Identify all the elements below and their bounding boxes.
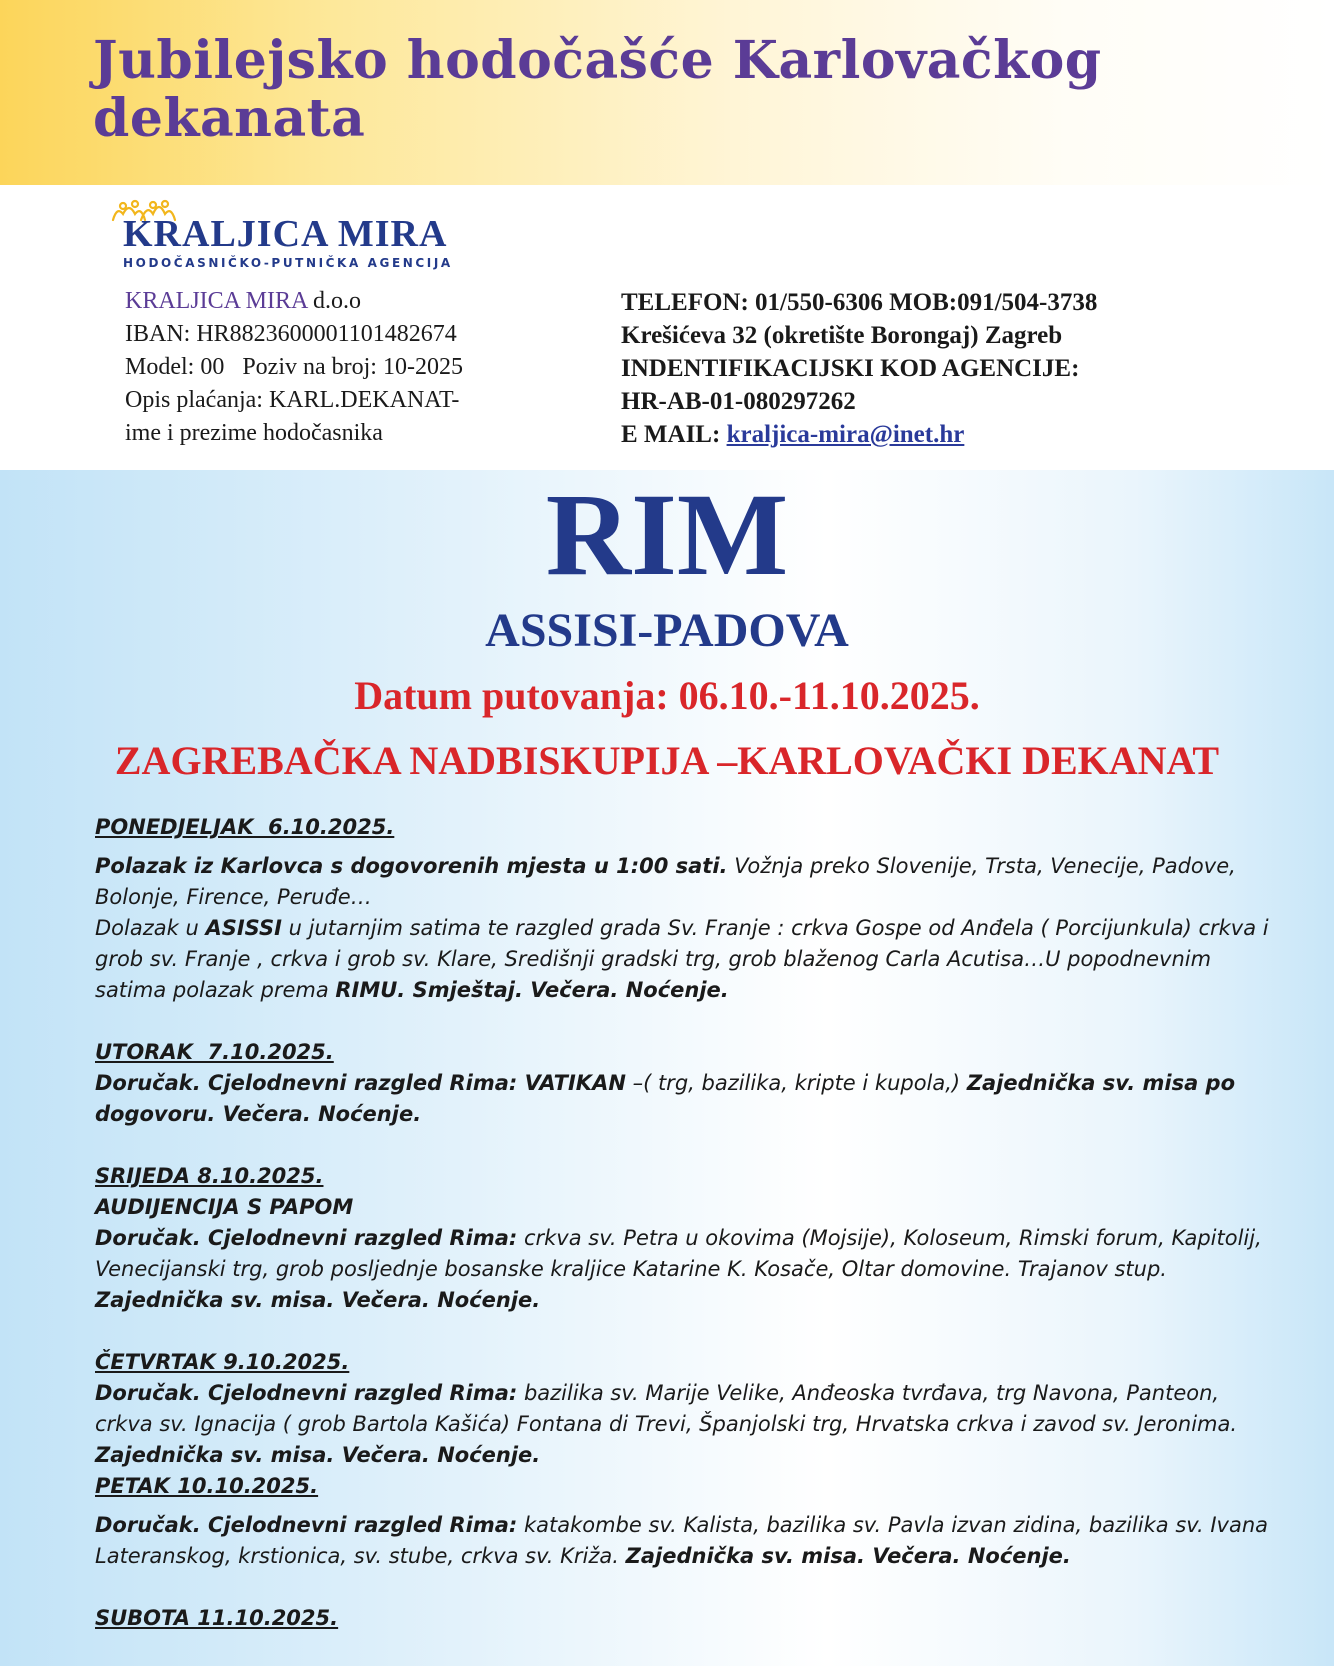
day-description xyxy=(95,1378,1275,1471)
payment-company: KRALJICA MIRA xyxy=(125,288,308,314)
day-description xyxy=(95,1223,1275,1316)
payment-name-hint: ime i prezime hodočasnika xyxy=(125,420,383,446)
email-link[interactable]: kraljica-mira@inet.hr xyxy=(726,421,965,448)
day-description xyxy=(95,1068,1275,1130)
day-text: bazilika sv. Marije Velike, Anđeoska tvrđava, trg Navona, Panteon, crkva sv. Ignacija ( grob Bartola Kašića) Fontana di Trevi, Španjolski trg, Hrvatska crkva i zavod sv. Jeronima. xyxy=(95,1381,1238,1436)
day-description xyxy=(95,913,1275,1006)
day-heading: PETAK 10.10.2025. xyxy=(95,1474,319,1498)
payment-model: Model: 00 Poziv na broj: 10-2025 xyxy=(125,354,463,380)
day-text-bold: ASISSI xyxy=(205,916,282,940)
day-text-bold: Doručak. Cjelodnevni razgled Rima: xyxy=(95,1226,518,1250)
email-label: E MAIL: xyxy=(621,421,727,448)
contact-phone: TELEFON: 01/550-6306 MOB:091/504-3738 xyxy=(621,289,1098,316)
payment-company-line xyxy=(125,285,463,318)
day-text-bold: Zajednička sv. misa. Večera. Noćenje. xyxy=(625,1544,1071,1568)
day-text-bold: Zajednička sv. misa. Večera. Noćenje. xyxy=(95,1443,541,1467)
contact-agency-code: HR-AB-01-080297262 xyxy=(621,388,856,415)
payment-iban: IBAN: HR8823600001101482674 xyxy=(125,321,457,347)
contact-info xyxy=(621,286,1097,451)
day-heading: UTORAK 7.10.2025. xyxy=(95,1040,334,1064)
contact-agency-code-label: INDENTIFIKACIJSKI KOD AGENCIJE: xyxy=(621,355,1080,382)
logo-name: KRALJICA MIRA xyxy=(123,213,448,255)
itinerary xyxy=(95,812,1275,1634)
day-text-bold: Polazak iz Karlovca s dogovorenih mjesta u 1:00 sati. xyxy=(95,854,728,878)
travel-date: Datum putovanja: 06.10.-11.10.2025. xyxy=(354,673,980,718)
logo-subtitle: HODOČASNIČKO-PUTNIČKA AGENCIJA xyxy=(123,256,453,270)
contact-email-line xyxy=(621,418,1097,451)
day-text: crkva sv. Petra u okovima (Mojsije), Koloseum, Rimski forum, Kapitolij, Venecijanski trg, grob posljednje bosanske kraljice Katarine K. Kosače, Oltar domovine. Trajanov stup. xyxy=(95,1226,1262,1281)
day-text: –( trg, bazilika, kripte i kupola,) xyxy=(625,1071,967,1095)
day-description xyxy=(95,1510,1275,1572)
day-subheading: AUDIJENCIJA S PAPOM xyxy=(95,1195,354,1219)
payment-info xyxy=(125,285,463,450)
day-text-bold: RIMU. Smještaj. Večera. Noćenje. xyxy=(335,978,729,1002)
day-text: katakombe sv. Kalista, bazilika sv. Pavla izvan zidina, bazilika sv. Ivana Lateranskog, krstionica, sv. stube, crkva sv. Križa. xyxy=(95,1513,1269,1568)
day-text: u jutarnjim satima te razgled grada Sv. Franje : crkva Gospe od Anđela ( Porcijunkula) crkva i grob sv. Franje , crkva i grob sv. Klare, Središnji gradski trg, grob blaženog Carla Acutisa…U popodnevnim satima polazak prema xyxy=(95,916,1269,1002)
payment-company-suffix: d.o.o xyxy=(307,288,362,314)
agency-logo xyxy=(95,190,535,282)
payment-description: Opis plaćanja: KARL.DEKANAT- xyxy=(125,387,460,413)
destination-subtitle: ASSISI-PADOVA xyxy=(485,604,849,657)
day-text-bold: Doručak. Cjelodnevni razgled Rima: xyxy=(95,1513,518,1537)
day-heading: PONEDJELJAK 6.10.2025. xyxy=(95,815,395,839)
day-description xyxy=(95,851,1275,913)
destination-title: RIM xyxy=(545,469,789,600)
day-heading: SRIJEDA 8.10.2025. xyxy=(95,1164,324,1188)
day-text: Dolazak u xyxy=(95,916,206,940)
day-text-bold: Zajednička sv. misa po dogovoru. Večera. Noćenje. xyxy=(95,1071,1236,1126)
day-text-bold: Doručak. Cjelodnevni razgled Rima: xyxy=(95,1381,518,1405)
day-text-bold: Doručak. Cjelodnevni razgled Rima: VATIKAN xyxy=(95,1071,626,1095)
contact-address: Krešićeva 32 (okretište Borongaj) Zagreb xyxy=(621,322,1063,349)
page-title: Jubilejsko hodočašće Karlovačkog dekanata xyxy=(93,30,1102,149)
day-heading: SUBOTA 11.10.2025. xyxy=(95,1606,339,1630)
organizer: ZAGREBAČKA NADBISKUPIJA –KARLOVAČKI DEKANAT xyxy=(114,738,1220,783)
day-text: Vožnja preko Slovenije, Trsta, Venecije, Padove, Bolonje, Firence, Peruđe… xyxy=(95,854,1236,909)
day-heading: ČETVRTAK 9.10.2025. xyxy=(95,1350,350,1374)
day-text-bold: Zajednička sv. misa. Večera. Noćenje. xyxy=(95,1288,541,1312)
